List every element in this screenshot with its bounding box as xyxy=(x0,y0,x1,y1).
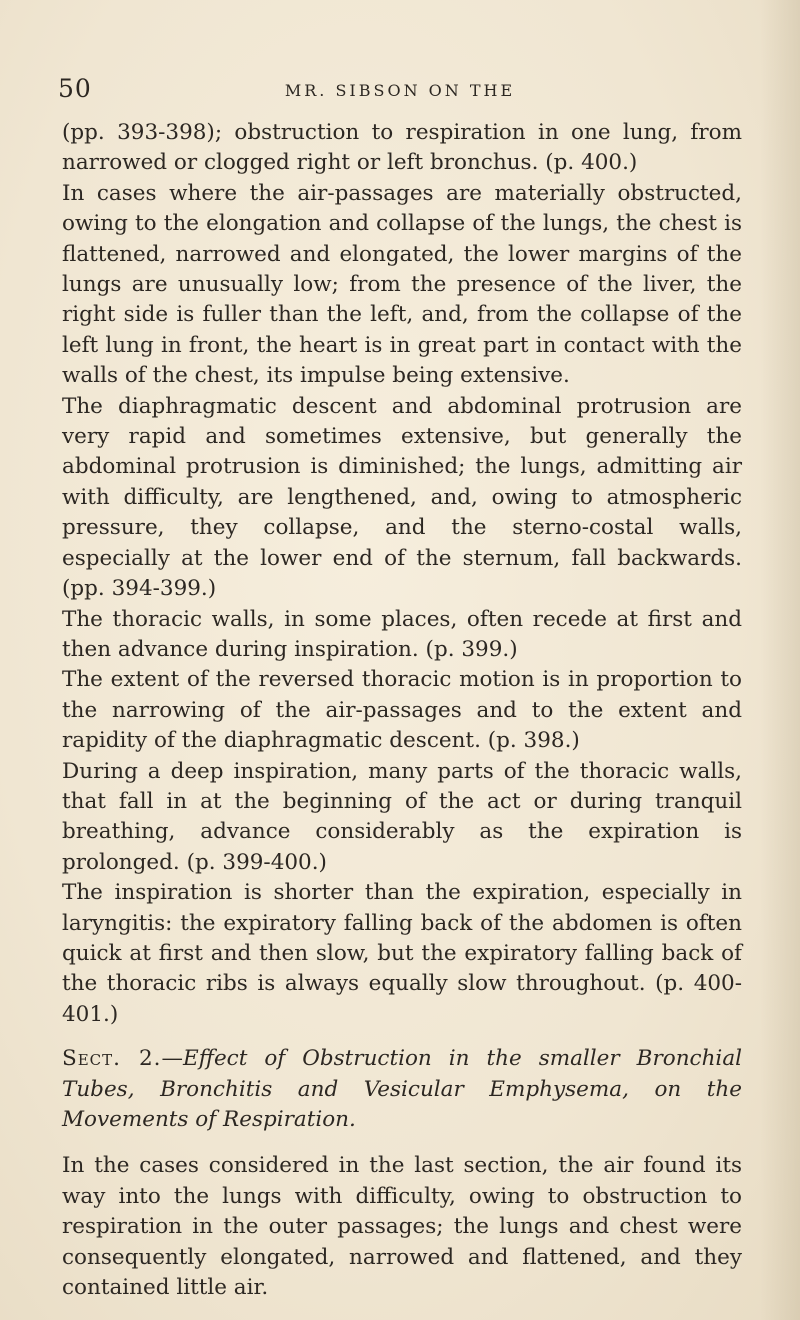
section-title: Effect of Obstruction in the smaller Bronchial Tubes, Bronchitis and Vesicular Emphysema, on the Movements of Respiration. xyxy=(62,1046,743,1132)
paragraph-7: The inspiration is shorter than the expiration, especially in laryngitis: the expiratory falling back of the abdomen is often quick at first and then slow, but the expiratory falling back of the thoracic ribs is always equally slow throughout. (p. 400-401.) xyxy=(62,880,742,1027)
paragraph-1: (pp. 393-398); obstruction to respiration in one lung, from narrowed or clogged right or left bronchus. (p. 400.) xyxy=(62,120,742,176)
section-label: Sect. 2. xyxy=(62,1046,162,1072)
paragraph-4: The thoracic walls, in some places, often recede at first and then advance during inspiration. (p. 399.) xyxy=(62,606,742,662)
paragraph-6: During a deep inspiration, many parts of the thoracic walls, that fall in at the beginning of the act or during tranquil breathing, advance considerably as the expiration is prolonged. (p. 399-400.) xyxy=(62,758,742,875)
final-paragraph: In the cases considered in the last section, the air found its way into the lungs with difficulty, owing to obstruction to respiration in the outer passages; the lungs and chest were consequently elongated, narrowed and flattened, and they contained little air. xyxy=(62,1153,742,1301)
paragraph-5: The extent of the reversed thoracic motion is in proportion to the narrowing of the air-passages and to the extent and rapidity of the diaphragmatic descent. (p. 398.) xyxy=(62,667,742,754)
section-heading xyxy=(62,1044,742,1135)
page-number: 50 xyxy=(58,74,92,103)
running-head: MR. SIBSON ON THE xyxy=(284,81,516,100)
paragraph-3: The diaphragmatic descent and abdominal protrusion are very rapid and sometimes extensive, but generally the abdominal protrusion is diminished; the lungs, admitting air with difficulty, are lengthened, and, owing to atmospheric pressure, they collapse, and the sterno-costal walls, especially at the lower end of the sternum, fall backwards. (pp. 394-399.) xyxy=(62,393,742,602)
page-edge-shadow xyxy=(760,0,800,1320)
body-text xyxy=(62,118,742,1303)
paragraph-2: In cases where the air-passages are materially obstructed, owing to the elongation and collapse of the lungs, the chest is flattened, narrowed and elongated, the lower margins of the lungs are unusually low; from the presence of the liver, the right side is fuller than the left, and, from the collapse of the left lung in front, the heart is in great part in contact with the walls of the chest, its impulse being extensive. xyxy=(62,180,742,389)
section-dash: — xyxy=(161,1046,184,1072)
